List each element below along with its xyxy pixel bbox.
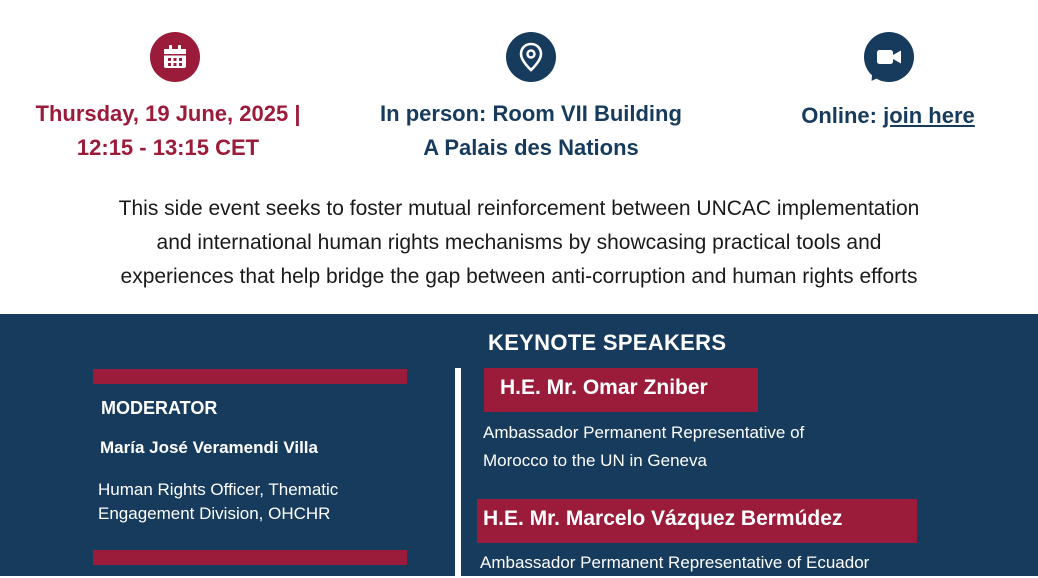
speaker-1-role-line-1: Ambassador Permanent Representative of — [483, 423, 805, 442]
join-here-link[interactable]: join here — [883, 103, 975, 128]
event-date: Thursday, 19 June, 2025 | — [35, 101, 301, 126]
moderator-label: MODERATOR — [101, 398, 218, 418]
speaker-1-name: H.E. Mr. Omar Zniber — [500, 376, 708, 399]
event-online — [760, 99, 1016, 133]
moderator-role-line-2: Engagement Division, OHCHR — [98, 504, 331, 523]
moderator-top-bar — [93, 369, 407, 384]
calendar-icon — [150, 32, 200, 82]
description-line-2: and international human rights mechanisms by showcasing practical tools and — [156, 231, 882, 254]
event-time: 12:15 - 13:15 CET — [76, 135, 260, 160]
event-date-time — [10, 97, 326, 165]
event-location — [341, 97, 721, 165]
speaker-1-role — [483, 419, 804, 475]
moderator-name: María José Veramendi Villa — [100, 438, 318, 457]
speaker-2-role-line-1: Ambassador Permanent Representative of Ecuador — [480, 553, 870, 572]
online-label: Online: — [801, 103, 884, 128]
event-description — [30, 192, 1008, 294]
speaker-1-role-line-2: Morocco to the UN in Geneva — [483, 451, 707, 470]
description-line-3: experiences that help bridge the gap between anti-corruption and human rights efforts — [120, 265, 918, 288]
speakers-section — [0, 314, 1038, 576]
location-line-1: In person: Room VII Building — [380, 101, 682, 126]
description-line-1: This side event seeks to foster mutual reinforcement between UNCAC implementation — [118, 197, 920, 220]
speaker-2-role — [480, 549, 869, 577]
keynote-speakers-title: KEYNOTE SPEAKERS — [488, 330, 727, 355]
moderator-role — [98, 478, 338, 526]
speaker-2-name-box — [477, 499, 917, 543]
moderator-bottom-bar — [93, 550, 407, 565]
vertical-divider — [455, 368, 461, 578]
location-line-2: A Palais des Nations — [423, 135, 639, 160]
location-pin-icon — [506, 32, 556, 82]
speaker-1-name-box — [484, 368, 758, 412]
speaker-2-name: H.E. Mr. Marcelo Vázquez Bermúdez — [483, 507, 843, 530]
moderator-role-line-1: Human Rights Officer, Thematic — [98, 480, 339, 499]
